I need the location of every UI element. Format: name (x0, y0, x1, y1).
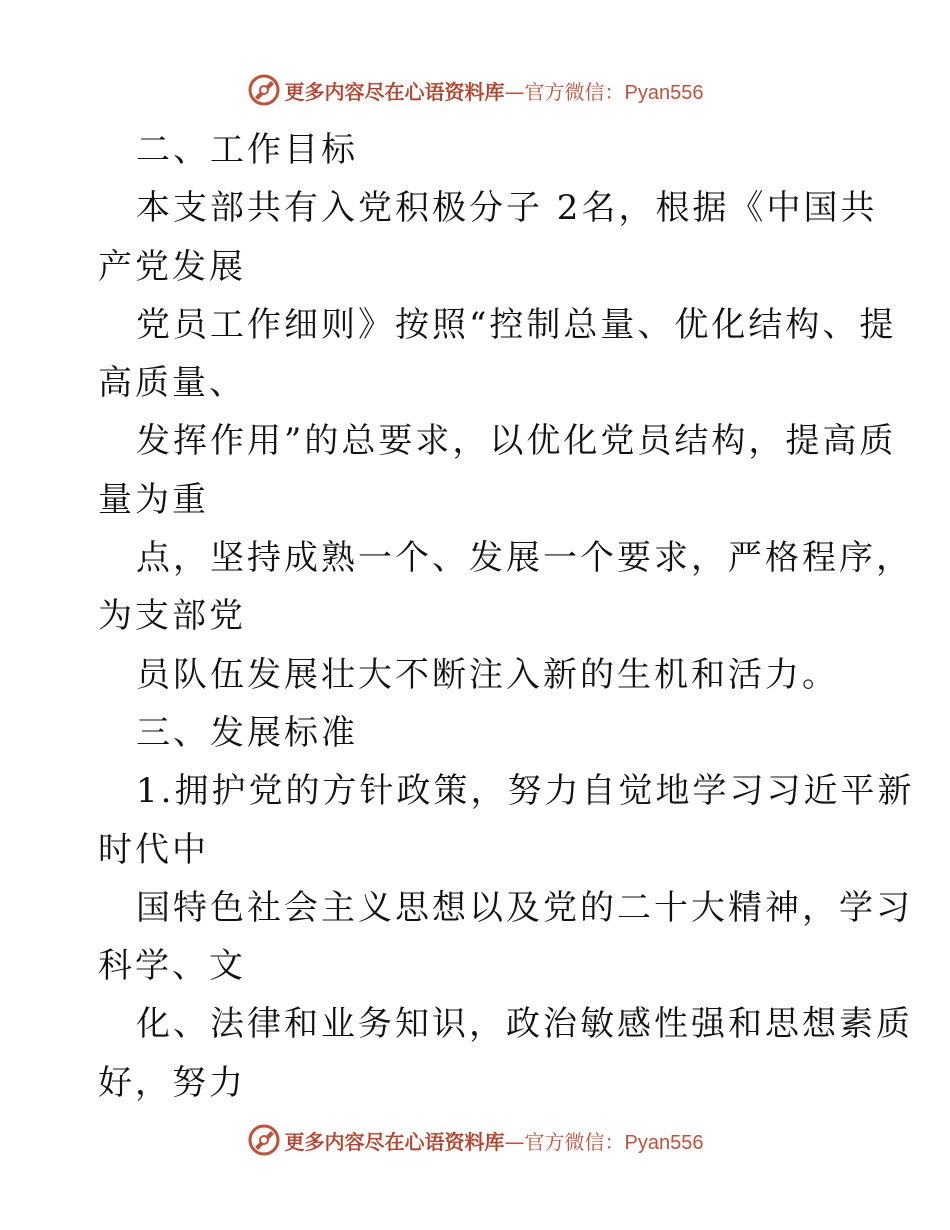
text-line: 点，坚持成熟一个、发展一个要求，严格程序， (136, 538, 913, 579)
banner-label: 官方微信： (524, 1129, 625, 1154)
footer-watermark-banner (0, 1120, 950, 1160)
header-watermark-banner (0, 70, 950, 110)
text-line: 科学、文 (98, 946, 246, 987)
banner-label: 官方微信： (524, 79, 625, 104)
document-body (98, 121, 915, 1112)
text-line: 党员工作细则》按照“控制总量、优化结构、提 (136, 304, 897, 345)
text-line: 产党发展 (98, 246, 246, 287)
text-line: 国特色社会主义思想以及党的二十大精神，学习 (136, 887, 913, 928)
text-line: 好，努力 (98, 1062, 246, 1103)
text-line: 发挥作用”的总要求，以优化党员结构，提高质 (136, 421, 897, 462)
banner-dash: — (504, 79, 525, 104)
text-line: 二、工作目标 (136, 130, 358, 170)
pen-logo-icon (247, 73, 281, 107)
text-line: 1.拥护党的方针政策，努力自觉地学习习近平新 (136, 771, 915, 812)
text-line: 时代中 (98, 829, 209, 870)
text-line: 为支部党 (98, 596, 246, 637)
banner-wechat-id: Pyan556 (624, 81, 704, 104)
text-line: 化、法律和业务知识，政治敏感性强和思想素质 (136, 1004, 913, 1045)
banner-wechat-id: Pyan556 (624, 1131, 704, 1154)
text-line: 量为重 (98, 479, 209, 520)
text-line: 三、发展标准 (136, 712, 358, 753)
pen-logo-icon (247, 1123, 281, 1157)
banner-title: 更多内容尽在心语资料库 (284, 79, 505, 104)
text-line: 员队伍发展壮大不断注入新的生机和活力。 (136, 654, 839, 695)
banner-dash: — (504, 1129, 525, 1154)
text-line: 高质量、 (98, 363, 246, 404)
banner-title: 更多内容尽在心语资料库 (284, 1129, 505, 1154)
text-line: 本支部共有入党积极分子 2名，根据《中国共 (136, 188, 878, 229)
